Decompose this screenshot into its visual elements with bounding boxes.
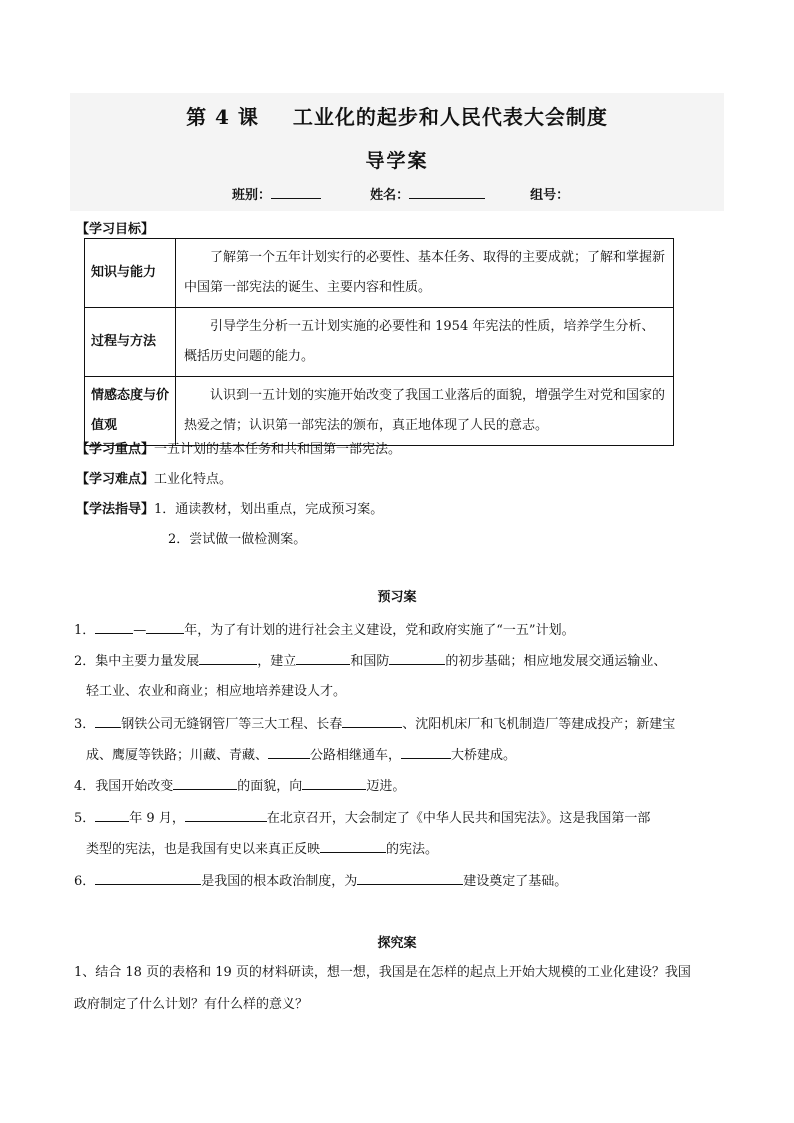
lesson-title: 工业化的起步和人民代表大会制度 <box>292 105 608 129</box>
answer-blank[interactable] <box>268 745 310 759</box>
answer-blank[interactable] <box>185 808 267 822</box>
answer-blank[interactable] <box>342 714 402 728</box>
method-label: 【学法指导】 <box>76 502 155 517</box>
preview-question-3-cont: 成、鹰厦等铁路；川藏、青藏、 公路相继通车， 大桥建成。 <box>86 745 516 766</box>
objective-head: 知识与能力 <box>85 239 176 308</box>
answer-blank[interactable] <box>95 620 133 634</box>
lesson-number: 第 4 课 <box>186 105 259 129</box>
answer-blank[interactable] <box>95 808 129 822</box>
preview-question-2: 2．集中主要力量发展 ，建立 和国防 的初步基础；相应地发展交通运输业、 <box>74 651 666 672</box>
answer-blank[interactable] <box>95 714 121 728</box>
difficulty <box>76 468 232 487</box>
preview-question-1: 1． — 年，为了有计划的进行社会主义建设，党和政府实施了“一五”计划。 <box>74 620 575 641</box>
answer-blank[interactable] <box>401 745 451 759</box>
answer-blank[interactable] <box>95 871 201 885</box>
class-field[interactable] <box>271 185 321 199</box>
name-field[interactable] <box>409 185 485 199</box>
preview-question-6: 6． 是我国的根本政治制度，为 建设奠定了基础。 <box>74 871 567 892</box>
page-title <box>0 101 794 130</box>
group-label: 组号： <box>530 188 570 203</box>
table-row <box>85 308 674 377</box>
answer-blank[interactable] <box>357 871 463 885</box>
method-item-2: 2．尝试做一做检测案。 <box>168 532 307 547</box>
preview-question-5: 5． 年 9 月， 在北京召开，大会制定了《中华人民共和国宪法》。这是我国第一部 <box>74 808 650 829</box>
objective-text: 认识到一五计划的实施开始改变了我国工业落后的面貌，增强学生对党和国家的热爱之情；认识第一部宪法的颁布，真正地体现了人民的意志。 <box>176 377 674 446</box>
inquiry-question-1: 1、结合 18 页的表格和 19 页的材料研读，想一想，我国是在怎样的起点上开始大规模的工业化建设？我国 <box>74 965 691 980</box>
preview-question-5-cont: 类型的宪法，也是我国有史以来真正反映 的宪法。 <box>86 839 438 860</box>
inquiry-heading: 探究案 <box>377 936 417 951</box>
inquiry-question-1-cont: 政府制定了什么计划？有什么样的意义？ <box>74 997 309 1012</box>
answer-blank[interactable] <box>173 776 237 790</box>
student-info-fields <box>232 184 569 203</box>
difficulty-label: 【学习难点】 <box>76 472 155 487</box>
answer-blank[interactable] <box>389 651 445 665</box>
answer-blank[interactable] <box>296 651 350 665</box>
difficulty-text: 工业化特点。 <box>154 472 233 487</box>
preview-question-2-cont: 轻工业、农业和商业；相应地培养建设人才。 <box>86 684 347 699</box>
answer-blank[interactable] <box>146 620 184 634</box>
table-row <box>85 239 674 308</box>
objectives-table <box>84 238 674 446</box>
method-item-1: 1．通读教材，划出重点，完成预习案。 <box>154 502 384 517</box>
answer-blank[interactable] <box>320 839 386 853</box>
key-point <box>76 438 401 457</box>
objective-head: 过程与方法 <box>85 308 176 377</box>
objective-head: 情感态度与价值观 <box>85 377 176 446</box>
objectives-label: 【学习目标】 <box>76 222 155 237</box>
name-label: 姓名： <box>370 188 410 203</box>
page-subtitle: 导学案 <box>365 150 429 172</box>
objective-text: 引导学生分析一五计划实施的必要性和 1954 年宪法的性质，培养学生分析、概括历史问题的能力。 <box>176 308 674 377</box>
key-point-text: 一五计划的基本任务和共和国第一部宪法。 <box>154 442 402 457</box>
preview-question-3: 3． 钢铁公司无缝钢管厂等三大工程、长春 、沈阳机床厂和飞机制造厂等建成投产；新建宝 <box>74 714 675 735</box>
objective-text: 了解第一个五年计划实行的必要性、基本任务、取得的主要成就；了解和掌握新中国第一部宪法的诞生、主要内容和性质。 <box>176 239 674 308</box>
key-point-label: 【学习重点】 <box>76 442 155 457</box>
preview-question-4: 4．我国开始改变 的面貌，向 迈进。 <box>74 776 405 797</box>
answer-blank[interactable] <box>199 651 257 665</box>
preview-heading: 预习案 <box>377 590 417 605</box>
table-row <box>85 377 674 446</box>
answer-blank[interactable] <box>302 776 366 790</box>
class-label: 班别： <box>232 188 272 203</box>
method <box>76 498 383 517</box>
